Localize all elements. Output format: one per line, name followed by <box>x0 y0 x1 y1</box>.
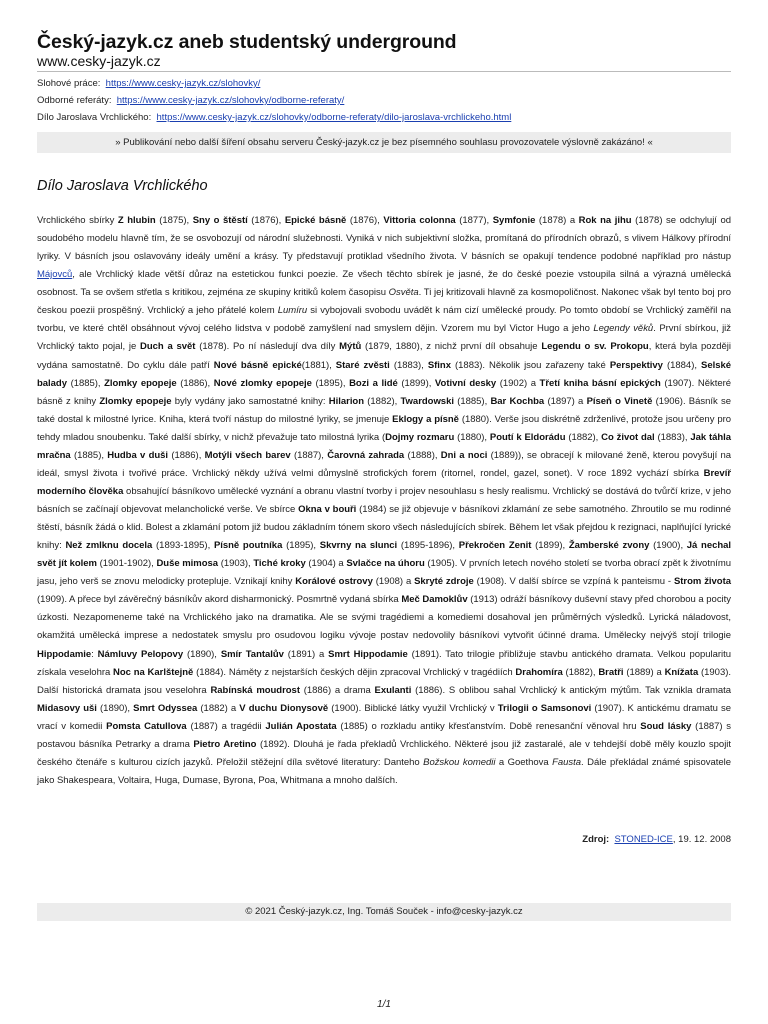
work-title: Rabínská moudrost <box>210 684 300 696</box>
body-text-run: Vrchlického sbírky <box>37 215 118 226</box>
body-text-run: (1902) a <box>496 377 540 389</box>
work-title: Co život dal <box>601 431 655 443</box>
body-text-run: (1885), <box>66 377 105 389</box>
source-line <box>582 834 731 845</box>
work-title: Duše mimosa <box>156 558 219 570</box>
body-text-run: . Ti jej kritizovali hlavně za kosmopoličnost. Nakonec však byl tento boj pro českou poezii prospěšný. Vrchlický a jeho přátelé kolem <box>37 287 731 317</box>
work-title: Dni a noci <box>440 449 488 461</box>
body-text-run: (1984) se již objevuje v básníkovi zklamání ze sebe samotného. Zhroutilo se mu rodinné štěstí, básník žádá o klid. Bolest a zklamání potom již budou základním tónem skoro všech následujících sbírek. Během let však přejdou k rezignaci, naplňující lyrické knihy: <box>37 504 731 552</box>
work-title: Svlačce na úhoru <box>346 558 425 570</box>
work-title: Staré zvěsti <box>335 359 390 371</box>
body-text-run: (1908) a <box>372 576 415 588</box>
body-text-run: (1882), <box>562 666 599 678</box>
work-title: Smír Tantalův <box>220 648 284 660</box>
body-text-run: (1882) a <box>197 702 240 714</box>
work-title: Píseň o Vinetě <box>586 395 653 407</box>
work-title: Překročen Zenit <box>458 540 532 552</box>
body-text-run: (1895), <box>311 377 350 389</box>
work-title: Pietro Aretino <box>193 738 257 750</box>
body-text-run: (1884), <box>662 359 701 371</box>
work-title: Smrt Odyssea <box>133 702 198 714</box>
body-text-run: (1891). Tato trilogie přibližuje stavbu antického dramata. Velkou popularitu získala veselohra <box>37 648 732 678</box>
work-title: V duchu Dionysově <box>239 702 329 714</box>
work-title: Písně poutníka <box>213 540 283 552</box>
italic-text: Osvěta <box>388 287 419 299</box>
meta-link-dilo[interactable]: https://www.cesky-jazyk.cz/slohovky/odborne-referaty/dilo-jaroslava-vrchlickeho.html <box>156 112 512 123</box>
italic-text: Lumíru <box>277 305 308 317</box>
body-text-run: (1882), <box>364 395 401 407</box>
work-title: Julián Apostata <box>265 720 337 732</box>
body-text-run: byly vydány jako samostatné knihy: <box>171 395 329 407</box>
work-title: Tiché kroky <box>253 558 306 570</box>
body-text-run: (1891) a <box>283 648 329 660</box>
body-text-run: (1880). Verše jsou diskrétně zdrženlivé, protože jsou určeny pro tehdy mladou snoubenku. Také další sbírky, v nichž převažuje tato milostná lyrika ( <box>37 413 731 443</box>
source-date: , 19. 12. 2008 <box>672 834 731 845</box>
body-text-run: (1903), <box>218 558 254 570</box>
body-text-run: (1881), <box>301 359 336 371</box>
body-text-run: (1885), <box>70 449 108 461</box>
work-title: Legendu o sv. Prokopu <box>541 341 649 353</box>
body-text-run: (1904) a <box>305 558 347 570</box>
work-title: Žamberské zvony <box>568 540 650 552</box>
site-title: Český-jazyk.cz aneb studentský underground <box>37 31 457 53</box>
work-title: Z hlubin <box>117 215 156 226</box>
body-text-run: , ale Vrchlický klade větší důraz na estetickou funkci poezie. Ze všech těchto sbírek je jasné, že do české poezie vstoupila silná a výrazná umělecká osobnost. Ta se ovšem střetla s kritikou, zejména ze skupiny kritiků kolem časopisu <box>37 269 731 299</box>
work-title: Duch a svět <box>140 341 196 353</box>
body-text-run: obsahující básníkovo umělecké vyznání a obranu vlastní tvorby i projev nesouhlasu s hesly realismu. Vrchlický se dostává do tvůrčí krize, v jeho básních se začínají objevovat melancholické verše. Ve sbírce <box>37 485 731 515</box>
inline-link[interactable]: Májovců <box>37 269 73 281</box>
work-title: Skvrny na slunci <box>319 540 398 552</box>
work-title: Vittoria colonna <box>383 215 456 226</box>
body-text-run: (1887) s postavou básníka Petrarky a drama <box>37 720 732 750</box>
body-text-run: (1900), <box>649 540 687 552</box>
work-title: Hudba v duši <box>107 449 169 461</box>
body-text-run: (1885), <box>453 395 491 407</box>
body-text-run: (1879, 1880), z nichž první díl obsahuje <box>361 341 542 353</box>
body-text-run: (1878) a <box>535 215 579 226</box>
body-text-run: (1893-1895), <box>152 540 214 552</box>
meta-label: Odborné referáty: <box>37 95 112 106</box>
work-title: Brevíř moderního člověka <box>37 467 731 497</box>
work-title: Midasovy uši <box>37 702 97 714</box>
work-title: Smrt Hippodamie <box>328 648 408 660</box>
work-title: Drahomíra <box>515 666 563 678</box>
body-text-run: (1882), <box>565 431 602 443</box>
body-text-run: (1908). V další sbírce se vzpíná k panteismu - <box>473 576 674 588</box>
body-text-run: si vybojovali svobodu uvádět k nám cizí umělecké proudy. Po tomto období se Vrchlický zaměřil na tvorbu, ve které chtěl obsáhnout vývoj celého lidstva v podobě zamyšlení nad smyslem dějin. Vzorem mu byl Victor Hugo a jeho <box>37 305 731 335</box>
work-title: Trilogii o Samsonovi <box>497 702 592 714</box>
work-title: Korálové ostrovy <box>295 576 373 588</box>
work-title: Sny o štěstí <box>192 215 248 226</box>
body-text-run: (1903). Další historická dramata jsou veselohra <box>37 666 731 696</box>
body-text-run: (1890), <box>96 702 134 714</box>
work-title: Votivní desky <box>434 377 497 389</box>
body-text-run: (1877), <box>455 215 493 226</box>
work-title: Motýli všech barev <box>204 449 291 461</box>
body-text-run: (1899), <box>531 540 569 552</box>
meta-row-dilo <box>37 109 731 127</box>
body-text-run: (1876), <box>346 215 384 226</box>
work-title: Symfonie <box>492 215 536 226</box>
body-text-run: (1895), <box>282 540 320 552</box>
meta-label: Slohové práce: <box>37 78 101 89</box>
body-text-run: (1875), <box>155 215 193 226</box>
meta-row-slohove <box>37 75 731 93</box>
body-text-run: (1886). S oblibou sahal Vrchlický k antickým mýtům. Tak vznikla dramata <box>411 684 732 696</box>
work-title: Námluvy Pelopovy <box>97 648 184 660</box>
copyright-notice: » Publikování nebo další šíření obsahu serveru Český-jazyk.cz je bez písemného souhlasu provozovatele výslovně zakázáno! « <box>37 132 731 153</box>
footer: © 2021 Český-jazyk.cz, Ing. Tomáš Souček - info@cesky-jazyk.cz <box>37 903 731 921</box>
body-text-run: (1883). Několik jsou zařazeny také <box>450 359 610 371</box>
document-title: Dílo Jaroslava Vrchlického <box>37 178 208 194</box>
site-url: www.cesky-jazyk.cz <box>37 53 161 69</box>
body-text-run: (1890), <box>183 648 221 660</box>
meta-label: Dílo Jaroslava Vrchlického: <box>37 112 152 123</box>
work-title: Třetí kniha básní epických <box>539 377 661 389</box>
work-title: Rok na jihu <box>578 215 632 226</box>
body-text-run: (1889) a <box>623 666 665 678</box>
body-text-run: (1883), <box>389 359 428 371</box>
body-text-run: (1883), <box>654 431 691 443</box>
work-title: Bozi a lidé <box>349 377 398 389</box>
body-text-run: (1909). A přece byl závěrečný básníkův akord disharmonický. Posmrtně vydaná sbírka <box>37 594 402 606</box>
body-text-run: (1887) a tragédii <box>186 720 266 732</box>
work-title: Hippodamie <box>37 648 92 660</box>
body-text-run: (1900). Biblické látky využil Vrchlický v <box>328 702 498 714</box>
body-text-run: (1878) se odchylují od soudobého modelu hlavně tím, že se osvobozují od národní služebnosti. Vyniká v nich subjektivní složka, promítaná do přírodních obrazů, s vlivem Hálkovy přírodní lyriky. V básních jsou oslavovány ideály umění a krásy. Ty představují protiklad všedního života. V básních se opakují tendence podobné například pro nástup <box>37 215 732 263</box>
page-number: 1/1 <box>377 999 391 1010</box>
work-title: Eklogy a písně <box>392 413 459 425</box>
body-text-run: (1878). Po ní následují dva díly <box>195 341 340 353</box>
meta-row-referaty <box>37 92 731 110</box>
work-title: Zlomky epopeje <box>104 377 177 389</box>
work-title: Než zmlknu docela <box>65 540 153 552</box>
source-label: Zdroj: <box>582 834 610 845</box>
source-link[interactable]: STONED-ICE <box>614 834 673 845</box>
work-title: Nové zlomky epopeje <box>213 377 312 389</box>
body-text-run: (1887), <box>290 449 328 461</box>
body-text-run: (1886), <box>176 377 214 389</box>
body-text-run: (1899), <box>397 377 435 389</box>
work-title: Knížata <box>664 666 699 678</box>
work-title: Poutí k Eldorádu <box>489 431 566 443</box>
body-text-run: a Goethova <box>495 756 553 768</box>
body-text-run: (1895-1896), <box>397 540 459 552</box>
work-title: Twardowski <box>400 395 454 407</box>
work-title: Noc na Karlštejně <box>113 666 194 678</box>
site-header <box>37 31 731 69</box>
work-title: Sfinx <box>427 359 451 371</box>
work-title: Perspektivy <box>609 359 663 371</box>
work-title: Bar Kochba <box>490 395 545 407</box>
body-text-run: (1889)), se obracejí k milované ženě, kterou povyšují na ideál, smysl života i tvořivé práce. Vrchlický někdy užívá velmi důmyslně strofických forem (ritornel, rondel, gazel, sonet). V roce 1892 vychází sbírka <box>37 449 732 479</box>
work-title: Okna v bouři <box>298 504 357 515</box>
body-text-run: , která byla později vydána samostatně. Do cyklu dále patří <box>37 341 731 371</box>
italic-text: Legendy věků <box>593 323 654 335</box>
work-title: Bratři <box>598 666 624 678</box>
work-title: Jak táhla mračna <box>37 431 732 461</box>
work-title: Dojmy rozmaru <box>385 431 455 443</box>
body-text-run: : <box>91 648 98 660</box>
body-text-run: (1905). V prvních letech nového století se tvorba obrací zpět k životnímu jasu, jeho verš se znovu melodicky protepluje. Vznikají knihy <box>37 558 731 588</box>
work-title: Mýtů <box>339 341 362 353</box>
body-text-run: (1901-1902), <box>96 558 157 570</box>
body-text-run: (1886), <box>168 449 205 461</box>
work-title: Exulanti <box>374 684 412 696</box>
italic-text: Božskou komedii <box>423 756 496 768</box>
body-text-run: (1885) o rozkladu antiky křesťanstvím. Době renesanční věnoval hru <box>336 720 641 732</box>
body-text-run: (1888), <box>404 449 441 461</box>
work-title: Skryté zdroje <box>414 576 474 588</box>
body-text-run: (1897) a <box>544 395 587 407</box>
body-text-run: (1884). Náměty z nejstarších českých dějin zpracoval Vrchlický v tragédiích <box>193 666 516 678</box>
body-text-run: (1880), <box>454 431 490 443</box>
body-text-run: (1892). Dlouhá je řada překladů Vrchlického. Některé jsou již zastaralé, ale v tehdejší době měly kouzlo spojit českého čtenáře s kulturou cizích jazyků. Přeložil stěžejní díla světové literatury: Danteho <box>37 738 731 768</box>
work-title: Nové básně epické <box>213 359 302 371</box>
body-text-run: (1876), <box>247 215 285 226</box>
work-title: Hilarion <box>328 395 365 407</box>
work-title: Pomsta Catullova <box>106 720 187 732</box>
work-title: Čarovná zahrada <box>327 449 405 461</box>
meta-link-slohove[interactable]: https://www.cesky-jazyk.cz/slohovky/ <box>105 78 261 89</box>
body-text-run: (1886) a drama <box>299 684 375 696</box>
work-title: Strom života <box>673 576 732 588</box>
work-title: Soud lásky <box>640 720 692 732</box>
body-text-run: . Dále překládal známé spisovatele jako Shakespeara, Voltaira, Huga, Dumase, Byrona, Poa, Whitmana a mnoho dalších. <box>37 756 731 786</box>
body-text-run: (1907). Některé básně z knihy <box>37 377 731 407</box>
body-text-run: (1906). Básník se také dostal k milostné lyrice. Kniha, která tvoří nástup do milostné lyriky, se jmenuje <box>37 395 731 425</box>
work-title: Já nechal svět jít kolem <box>37 540 732 570</box>
body-text-run: (1907). K antickému dramatu se vrací v komedii <box>37 702 731 732</box>
work-title: Selské balady <box>37 359 731 389</box>
meta-link-referaty[interactable]: https://www.cesky-jazyk.cz/slohovky/odborne-referaty/ <box>116 95 345 106</box>
italic-text: Fausta <box>552 756 582 768</box>
work-title: Meč Damoklův <box>401 594 468 606</box>
document-body <box>37 212 731 790</box>
body-text-run: (1913) odráží básníkovy duševní stavy před chorobou a pocity úzkosti. Nezapomeneme také na Vrchlického jako na dramatika. Ale se svými tragédiemi a komediemi dosahoval jen průměrných výsledků. Lyrická náladovost, okamžitá umělecká imprese a nedostatek smyslu pro osudovou logiku vývoje postav nedovolily básníkovi vytvořit účinné drama. Umělecky nejvýš stojí trilogie <box>37 594 731 642</box>
work-title: Epické básně <box>284 215 347 226</box>
body-text-run: . První sbírkou, již Vrchlický takto pojal, je <box>37 323 731 353</box>
header-divider <box>37 71 731 72</box>
work-title: Zlomky epopeje <box>99 395 172 407</box>
